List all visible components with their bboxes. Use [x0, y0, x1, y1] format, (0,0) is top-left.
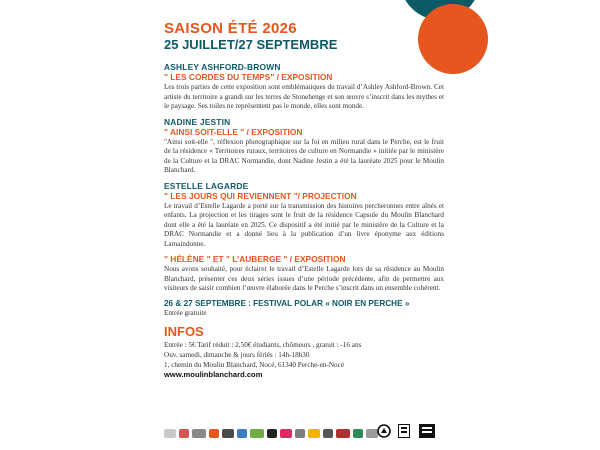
partner-logo — [237, 429, 247, 438]
flyer-content — [164, 20, 444, 380]
work-title: " LES JOURS QUI REVIENNENT "/ PROJECTION — [164, 190, 357, 201]
section-ashford-brown — [164, 62, 444, 112]
info-prices: Entrée : 5€ Tarif réduit : 2,50€ étudiants, chômeurs , gratuit : -16 ans — [164, 340, 362, 349]
partner-logo — [308, 429, 320, 438]
section-text: Nous avons souhaité, pour éclairer le travail d’Estelle Lagarde lors de sa résidence au Moulin Blanchard, présenter ces deux séries issues d’une période précédente, afin de permettre aux visiteurs de saisir combien l’œuvre élaborée dans le Perche s’inscrit dans un ensemble cohérent. — [164, 265, 444, 292]
partner-logo — [179, 429, 189, 438]
work-title: " AINSI SOIT-ELLE " / EXPOSITION — [164, 126, 303, 137]
info-address: 1, chemin du Moulin Blanchard, Nocé, 61340 Perche-en-Nocé — [164, 360, 345, 369]
region-logo-icon — [398, 424, 410, 438]
partner-logo — [295, 429, 305, 438]
section-text: "Ainsi soit-elle ", réflexion photographique sur la foi en milieu rural dans le Perche, est le fruit de la résidence « Territoires ruraux, territoires de culture en Normandie » initiée par le ministère de la Culture et la DRAC Normandie, dont Nadine Jestin a été la lauréate 2025 pour le Moulin Blanchard. — [164, 137, 444, 174]
infos-title: INFOS — [164, 323, 204, 339]
work-title: " LES CORDES DU TEMPS" / EXPOSITION — [164, 72, 333, 82]
partner-logo — [192, 429, 206, 438]
partner-logo — [267, 429, 277, 438]
partner-logo — [280, 429, 292, 438]
page-title: SAISON ÉTÉ 2026 — [164, 20, 297, 37]
partner-logo-region — [397, 423, 411, 439]
work-title: " HÉLÈNE " ET " L’AUBERGE " / EXPOSITION — [164, 254, 346, 264]
partner-logo-department — [419, 423, 435, 439]
partner-logo-moulin — [377, 423, 391, 439]
department-logo-icon — [419, 424, 435, 438]
info-hours: Ouv. samedi, dimanche & jours fériés : 14h-18h30 — [164, 350, 310, 359]
section-helene-auberge — [164, 254, 444, 294]
partner-logo — [336, 429, 350, 438]
artist-name: NADINE JESTIN — [164, 116, 231, 127]
artist-name: ESTELLE LAGARDE — [164, 180, 249, 191]
website-link[interactable]: www.moulinblanchard.com — [164, 369, 263, 379]
section-text: Les trois parties de cette exposition sont emblématiques du travail d’Ashley Ashford-Brown. Cet artiste du territoire a grandi sur les terres de Stonehenge et son œuvre s’inscrit dans les mythes et le paysage. Ses toiles ne représentent pas le monde, elles sont monde. — [164, 83, 444, 110]
partner-logo — [164, 429, 176, 438]
section-text: Le travail d’Estelle Lagarde a porté sur la transmission des histoires percheronnes entre aînés et enfants. La projection et les tirages sont le fruit de la résidence Capsule du Moulin Blanchard dont elle a été la lauréate en 2025. Ce dispositif a été initié par le ministère de la Culture et la DRAC Normandie et a donné lieu à la publication d’un livre éponyme aux éditions Lamaindonne. — [164, 201, 444, 248]
partner-logo — [222, 429, 234, 438]
partner-logo — [209, 429, 219, 438]
partner-logo — [323, 429, 333, 438]
festival-title: 26 & 27 SEPTEMBRE : FESTIVAL POLAR « NOIR EN PERCHE » — [164, 298, 410, 308]
partner-logo — [250, 429, 264, 438]
partner-logo — [353, 429, 363, 438]
section-jestin — [164, 117, 444, 176]
festival-entry: Entrée gratuite — [164, 308, 207, 317]
moulin-logo-icon — [377, 424, 391, 438]
section-lagarde — [164, 181, 444, 250]
season-dates: 25 JUILLET/27 SEPTEMBRE — [164, 37, 338, 52]
artist-name: ASHLEY ASHFORD-BROWN — [164, 62, 281, 72]
